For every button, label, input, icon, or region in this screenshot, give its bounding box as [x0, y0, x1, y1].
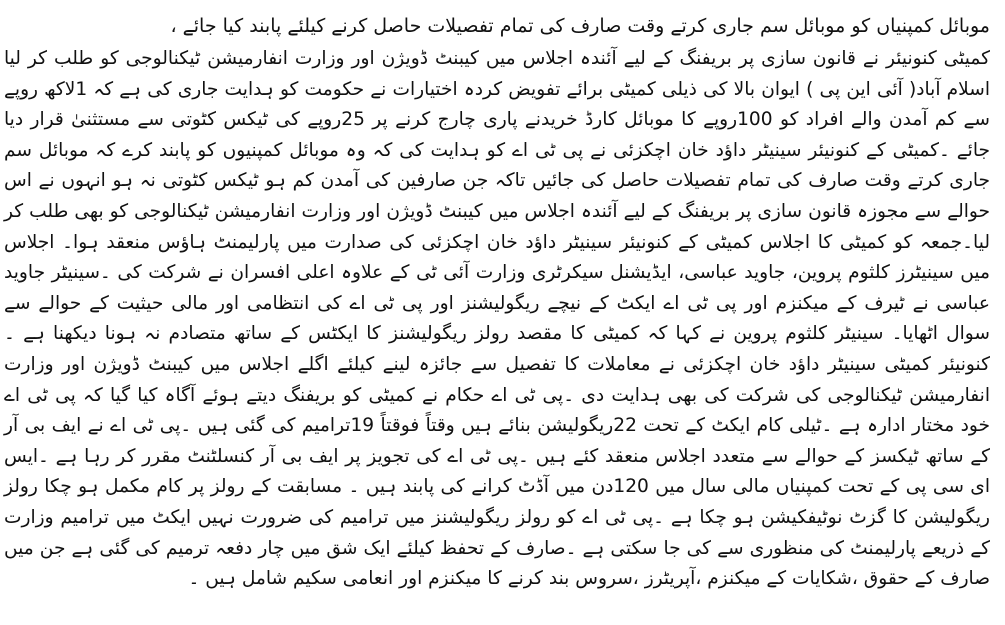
article-body: کمیٹی کنونیئر نے قانون سازی پر بریفنگ کے لیے آئندہ اجلاس میں کیبنٹ ڈویژن اور وزارت انفارمیشن ٹیکنالوجی کو طلب کر لیا اسلام آباد( آئی این پی ) ایوان بالا کی ذیلی کمیٹی برائے تفویض کردہ اختیارات نے حکومت کو ہدایت جاری کی ہے کہ 1لاکھ روپے سے کم آمدن والے افراد کو 100روپے کا موبائل کارڈ خریدنے پاری چارج کرنے پر 25روپے کی ٹیکس کٹوتی سے مستثنیٰ قرار دیا جائے ۔کمیٹی کے کنونیئر سینیٹر داؤد خان اچکزئی نے پی ٹی اے کو ہدایت کی کہ وہ موبائل کمپنیوں کو پابند کرے کہ موبائل سم جاری کرتے وقت صارف کی تمام تفصیلات حاصل کی جائیں تاکہ جن صارفین کی آمدن کم ہو ٹیکس کٹوتی نہ ہو انہوں نے اس حوالے سے مجوزہ قانون سازی پر بریفنگ کے لیے آئندہ اجلاس میں کیبنٹ ڈویژن اور وزارت انفارمیشن ٹیکنالوجی کو بھی طلب کر لیا۔جمعہ کو کمیٹی کا اجلاس کمیٹی کے کنونیئر سینیٹر داؤد خان اچکزئی کی صدارت میں پارلیمنٹ ہاؤس منعقد ہوا۔ اجلاس میں سینیٹرز کلثوم پروین، جاوید عباسی، ایڈیشنل سیکرٹری وزارت آئی ٹی کے علاوہ اعلی افسران نے شرکت کی ۔سینیٹر جاوید عباسی نے ٹیرف کے میکنزم اور پی ٹی اے ایکٹ کے نیچے ریگولیشنز اور پی ٹی اے کی انتظامی اور مالی حیثیت کے حوالے سے سوال اٹھایا۔ سینیٹر کلثوم پروین نے کہا کہ کمیٹی کا مقصد رولز ریگولیشنز کا ایکٹس کے ساتھ متصادم نہ ہونا دیکھنا ہے ۔کنونیئر کمیٹی سینیٹر داؤد خان اچکزئی نے معاملات کا تفصیل سے جائزہ لینے کیلئے اگلے اجلاس میں کیبنٹ ڈویژن اور وزارت انفارمیشن ٹیکنالوجی کی شرکت کی بھی ہدایت دی ۔پی ٹی اے حکام نے کمیٹی کو بریفنگ دیتے ہوئے آگاہ کیا گیا کہ پی ٹی اے خود مختار ادارہ ہے ۔ٹیلی کام ایکٹ کے تحت 22ریگولیشن بنائے ہیں وقتاً فوقتاً 19ترامیم کی گئی ہیں ۔پی ٹی اے نے ایف بی آر کے ساتھ ٹیکسز کے حوالے سے متعدد اجلاس منعقد کئے ہیں ۔پی ٹی اے کی تجویز پر ایف بی آر کنسلٹنٹ مقرر کر رہا ہے ۔ایس ای سی پی کے تحت کمپنیاں مالی سال میں 120دن میں آڈٹ کرانے کی پابند ہیں ۔ مسابقت کے رولز پر کام مکمل ہو چکا رولز ریگولیشن کا گزٹ نوٹیفکیشن ہو چکا ہے ۔پی ٹی اے کو رولز ریگولیشنز میں ترامیم کی ضرورت نہیں ایکٹ میں ترامیم وزارت کے ذریعے پارلیمنٹ کی منظوری سے کی جا سکتی ہے ۔صارف کے تحفظ کیلئے ایک شق میں چار دفعہ ترمیم کی گئی ہے جن میں صارف کے حقوق ،شکایات کے میکنزم ،آپریٹرز ،سروس بند کرنے کا میکنزم اور انعامی سکیم شامل ہیں ۔ [4, 48, 991, 590]
article-headline: موبائل کمپنیاں کو موبائل سم جاری کرتے وقت صارف کی تمام تفصیلات حاصل کرنے کیلئے پابند کیا جائے ، [170, 15, 990, 37]
news-article [4, 0, 998, 625]
